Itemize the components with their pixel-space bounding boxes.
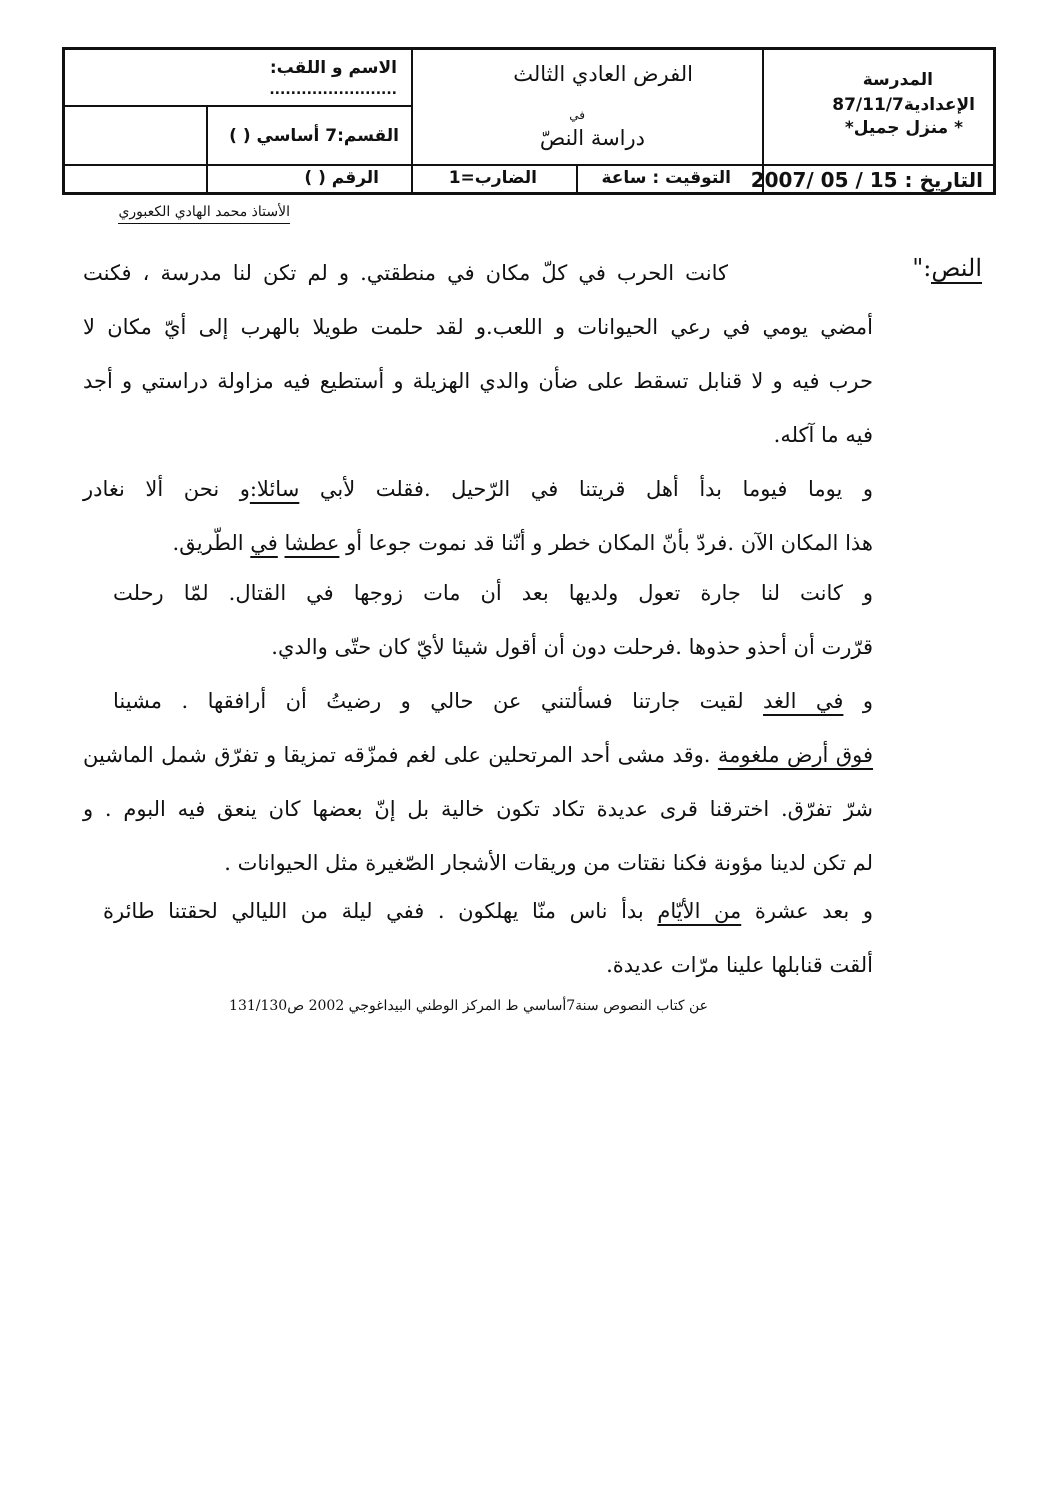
text-line: قرّرت أن أحذو حذوها .فرحلت دون أن أقول شيئا لأيّ كان حتّى والدي. [271, 635, 873, 659]
paragraph-5-body [83, 938, 873, 992]
paragraph-2 [83, 462, 873, 570]
text-line: أمضي يومي في رعي الحيوانات و اللعب.و لقد حلمت طويلا بالهرب إلى أيّ مكان لا [83, 315, 873, 339]
timing-label: التوقيت : ساعة [601, 168, 731, 188]
class-label: القسم:7 أساسي ( ) [229, 126, 399, 146]
exam-title: الفرض العادي الثالث [513, 62, 693, 86]
number-label: الرقم ( ) [304, 168, 379, 188]
coefficient-label: الضارب=1 [448, 168, 537, 188]
header-divider [206, 106, 208, 192]
paragraph-4 [113, 674, 873, 728]
text-line: فوق أرض ملغومة .وقد مشى أحد المرتحلين على لغم فمزّقه تمزيقا و تفرّق شمل الماشين [83, 743, 873, 767]
underlined-phrase: من الأيّام [657, 899, 742, 923]
school-place: * منزل جميل* [844, 118, 963, 138]
paragraph-1-body [83, 300, 873, 462]
exam-subject: دراسة النصّ [539, 126, 645, 150]
text-line: و يوما فيوما بدأ أهل قريتنا في الرّحيل .فقلت لأبي سائلا:و نحن ألا نغادر [83, 477, 874, 501]
school-name: الإعدادية87/11/7 [832, 95, 975, 115]
text-line: و كانت لنا جارة تعول ولديها بعد أن مات زوجها في القتال. لمّا رحلت [113, 581, 873, 605]
text-line: و في الغد لقيت جارتنا فسألتني عن حالي و رضيتُ أن أرافقها . مشينا [113, 689, 873, 713]
text-heading-label: النص [931, 254, 982, 282]
text-line: هذا المكان الآن .فردّ بأنّ المكان خطر و أنّنا قد نموت جوعا أو عطشا في الطّريق. [172, 531, 873, 555]
text-line: كانت الحرب في كلّ مكان في منطقتي. و لم تكن لنا مدرسة ، فكنت [83, 261, 728, 285]
header-divider [65, 164, 996, 166]
text-line: شرّ تفرّق. اخترقنا قرى عديدة تكاد تكون خالية بل إنّ بعضها كان ينعق فيه البوم . و [83, 797, 873, 821]
text-line: ألقت قنابلها علينا مرّات عديدة. [606, 953, 873, 977]
name-dots: ........................ [269, 82, 397, 98]
underlined-phrase: فوق أرض ملغومة [717, 743, 873, 767]
teacher-name: الأستاذ محمد الهادي الكعبوري [118, 204, 290, 224]
paragraph-3-body [83, 620, 873, 674]
paragraph-1 [83, 246, 868, 300]
header-divider [576, 165, 578, 192]
text-line: و بعد عشرة من الأيّام بدأ ناس منّا يهلكون . ففي ليلة من الليالي لحقتنا طائرة [103, 899, 873, 923]
paragraph-5 [103, 884, 873, 938]
date-label: التاريخ : 15 / 05 /2007 [750, 168, 983, 192]
name-label: الاسم و اللقب: [269, 58, 397, 78]
text-line: حرب فيه و لا قنابل تسقط على ضأن والدي الهزيلة و أستطيع فيه مزاولة دراستي و أجد [83, 369, 873, 393]
school-label: المدرسة [862, 70, 933, 90]
text-heading [912, 254, 982, 282]
underlined-phrase: في الغد [763, 689, 844, 713]
text-line: لم تكن لدينا مؤونة فكنا نقتات من وريقات الأشجار الصّغيرة مثل الحيوانات . [224, 851, 873, 875]
exam-header-table [62, 47, 996, 195]
paragraph-4-body [83, 728, 873, 890]
text-line: فيه ما آكله. [773, 423, 873, 447]
paragraph-3 [113, 566, 873, 620]
exam-in: في [569, 108, 585, 122]
header-divider [411, 50, 413, 192]
underlined-word: في [250, 531, 278, 555]
underlined-word: سائلا: [249, 477, 300, 501]
header-divider [65, 105, 411, 107]
underlined-word: عطشا [284, 531, 340, 555]
source-reference: عن كتاب النصوص سنة7أساسي ط المركز الوطني البيداغوجي 2002 ص131/130 [229, 998, 708, 1014]
text-heading-quote: :" [912, 254, 932, 282]
